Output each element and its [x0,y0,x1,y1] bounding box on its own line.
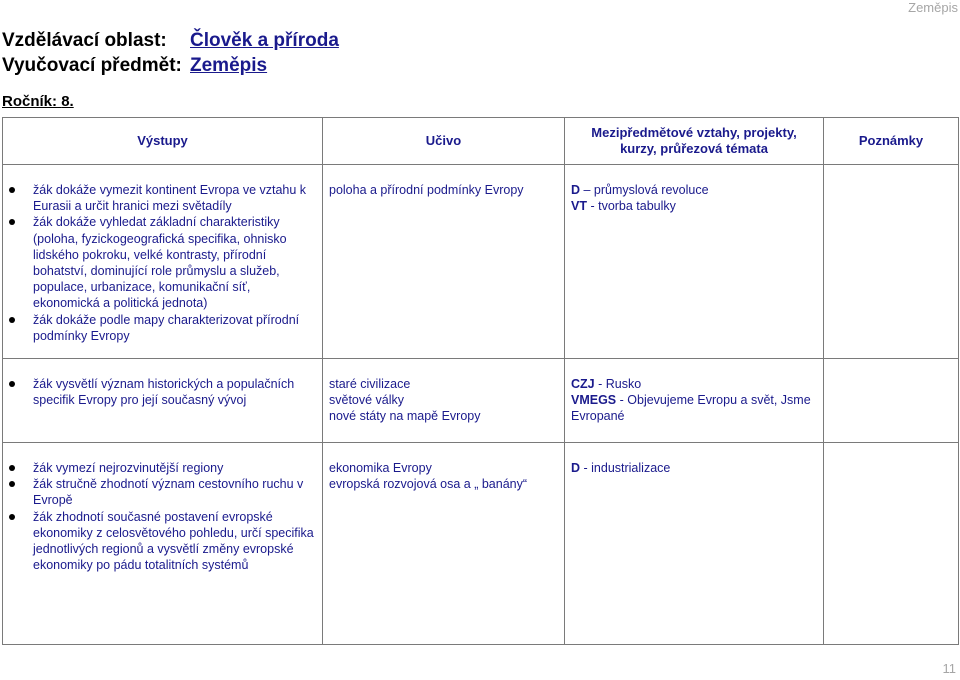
area-label: Vzdělávací oblast: [2,30,167,51]
relations-cell [565,443,824,645]
column-header-relations: Mezipředmětové vztahy, projekty, kurzy, průřezová témata [565,118,824,165]
relation-text: - industrializace [580,461,671,475]
relations-cell [565,165,824,359]
subject-value: Zeměpis [190,55,268,76]
page-number: 11 [942,661,956,676]
outcome-item: žák stručně zhodnotí význam cestovního ruchu v Evropě [3,476,316,508]
curriculum-item: světové války [329,393,405,408]
relation-item [571,182,817,198]
curriculum-cell [323,443,565,645]
curriculum-item: ekonomika Evropy [329,461,432,475]
notes-cell [824,359,959,443]
column-header-outcomes: Výstupy [3,118,323,165]
outcome-item: žák dokáže vyhledat základní charakteristiky (poloha, fyzickogeografická specifika, ohnisko lidského pokroku, velké kontrasty, přírodní bohatství, dominující role průmyslu a služeb, populace, urbanizace, komunikační síť, ekonomická a politická jednota) [3,214,316,311]
relation-text: - Rusko [594,377,642,391]
area-value: Člověk a příroda [190,30,339,51]
curriculum-item: staré civilizace [329,377,411,391]
curriculum-cell [323,359,565,443]
outcomes-cell [3,443,323,645]
outcomes-cell [3,165,323,359]
curriculum-item: poloha a přírodní podmínky Evropy [329,183,524,197]
relations-cell [565,359,824,443]
table-row [3,443,959,645]
relation-item [571,198,817,214]
outcome-item: žák dokáže podle mapy charakterizovat přírodní podmínky Evropy [3,312,316,344]
column-header-notes: Poznámky [824,118,959,165]
relation-item [571,460,817,476]
outcomes-list [3,460,316,573]
relation-item [571,392,817,424]
notes-cell [824,443,959,645]
outcomes-cell [3,359,323,443]
document-header [2,28,339,78]
outcome-item: žák dokáže vymezit kontinent Evropa ve vztahu k Eurasii a určit hranici mezi světadíly [3,182,316,214]
notes-cell [824,165,959,359]
subject-label: Vyučovací předmět: [2,55,182,76]
outcomes-list [3,182,316,344]
column-header-curriculum: Učivo [323,118,565,165]
relation-abbr: VMEGS [571,393,617,408]
subject-row [2,53,339,78]
running-head: Zeměpis [908,0,958,15]
outcome-item: žák vysvětlí význam historických a populačních specifik Evropy pro její současný vývoj [3,376,316,408]
relation-abbr: CZJ [571,377,595,391]
curriculum-table [2,117,959,645]
grade-value: 8. [61,93,74,110]
relation-abbr: D [571,183,581,197]
outcome-item: žák zhodnotí současné postavení evropské ekonomiky z celosvětového pohledu, určí specifika jednotlivých regionů a vysvětlí změny evropské ekonomiky po pádu totalitních systémů [3,509,316,574]
table-header-row [3,118,959,165]
curriculum-cell [323,165,565,359]
relation-abbr: VT [571,199,587,214]
area-row [2,28,339,53]
grade-label: Ročník: [2,93,58,110]
curriculum-item: evropská rozvojová osa a „ banány“ [329,477,528,492]
relation-text: – průmyslová revoluce [580,183,709,197]
grade-line [2,93,74,110]
relation-text: - Objevujeme Evropu a svět, Jsme Evropané [571,393,811,424]
table-row [3,359,959,443]
relation-abbr: D [571,461,581,475]
table-row [3,165,959,359]
relation-text: - tvorba tabulky [586,199,676,214]
relation-item [571,376,817,392]
outcomes-list [3,376,316,408]
outcome-item: žák vymezí nejrozvinutější regiony [3,460,316,476]
curriculum-item: nové státy na mapě Evropy [329,409,481,424]
